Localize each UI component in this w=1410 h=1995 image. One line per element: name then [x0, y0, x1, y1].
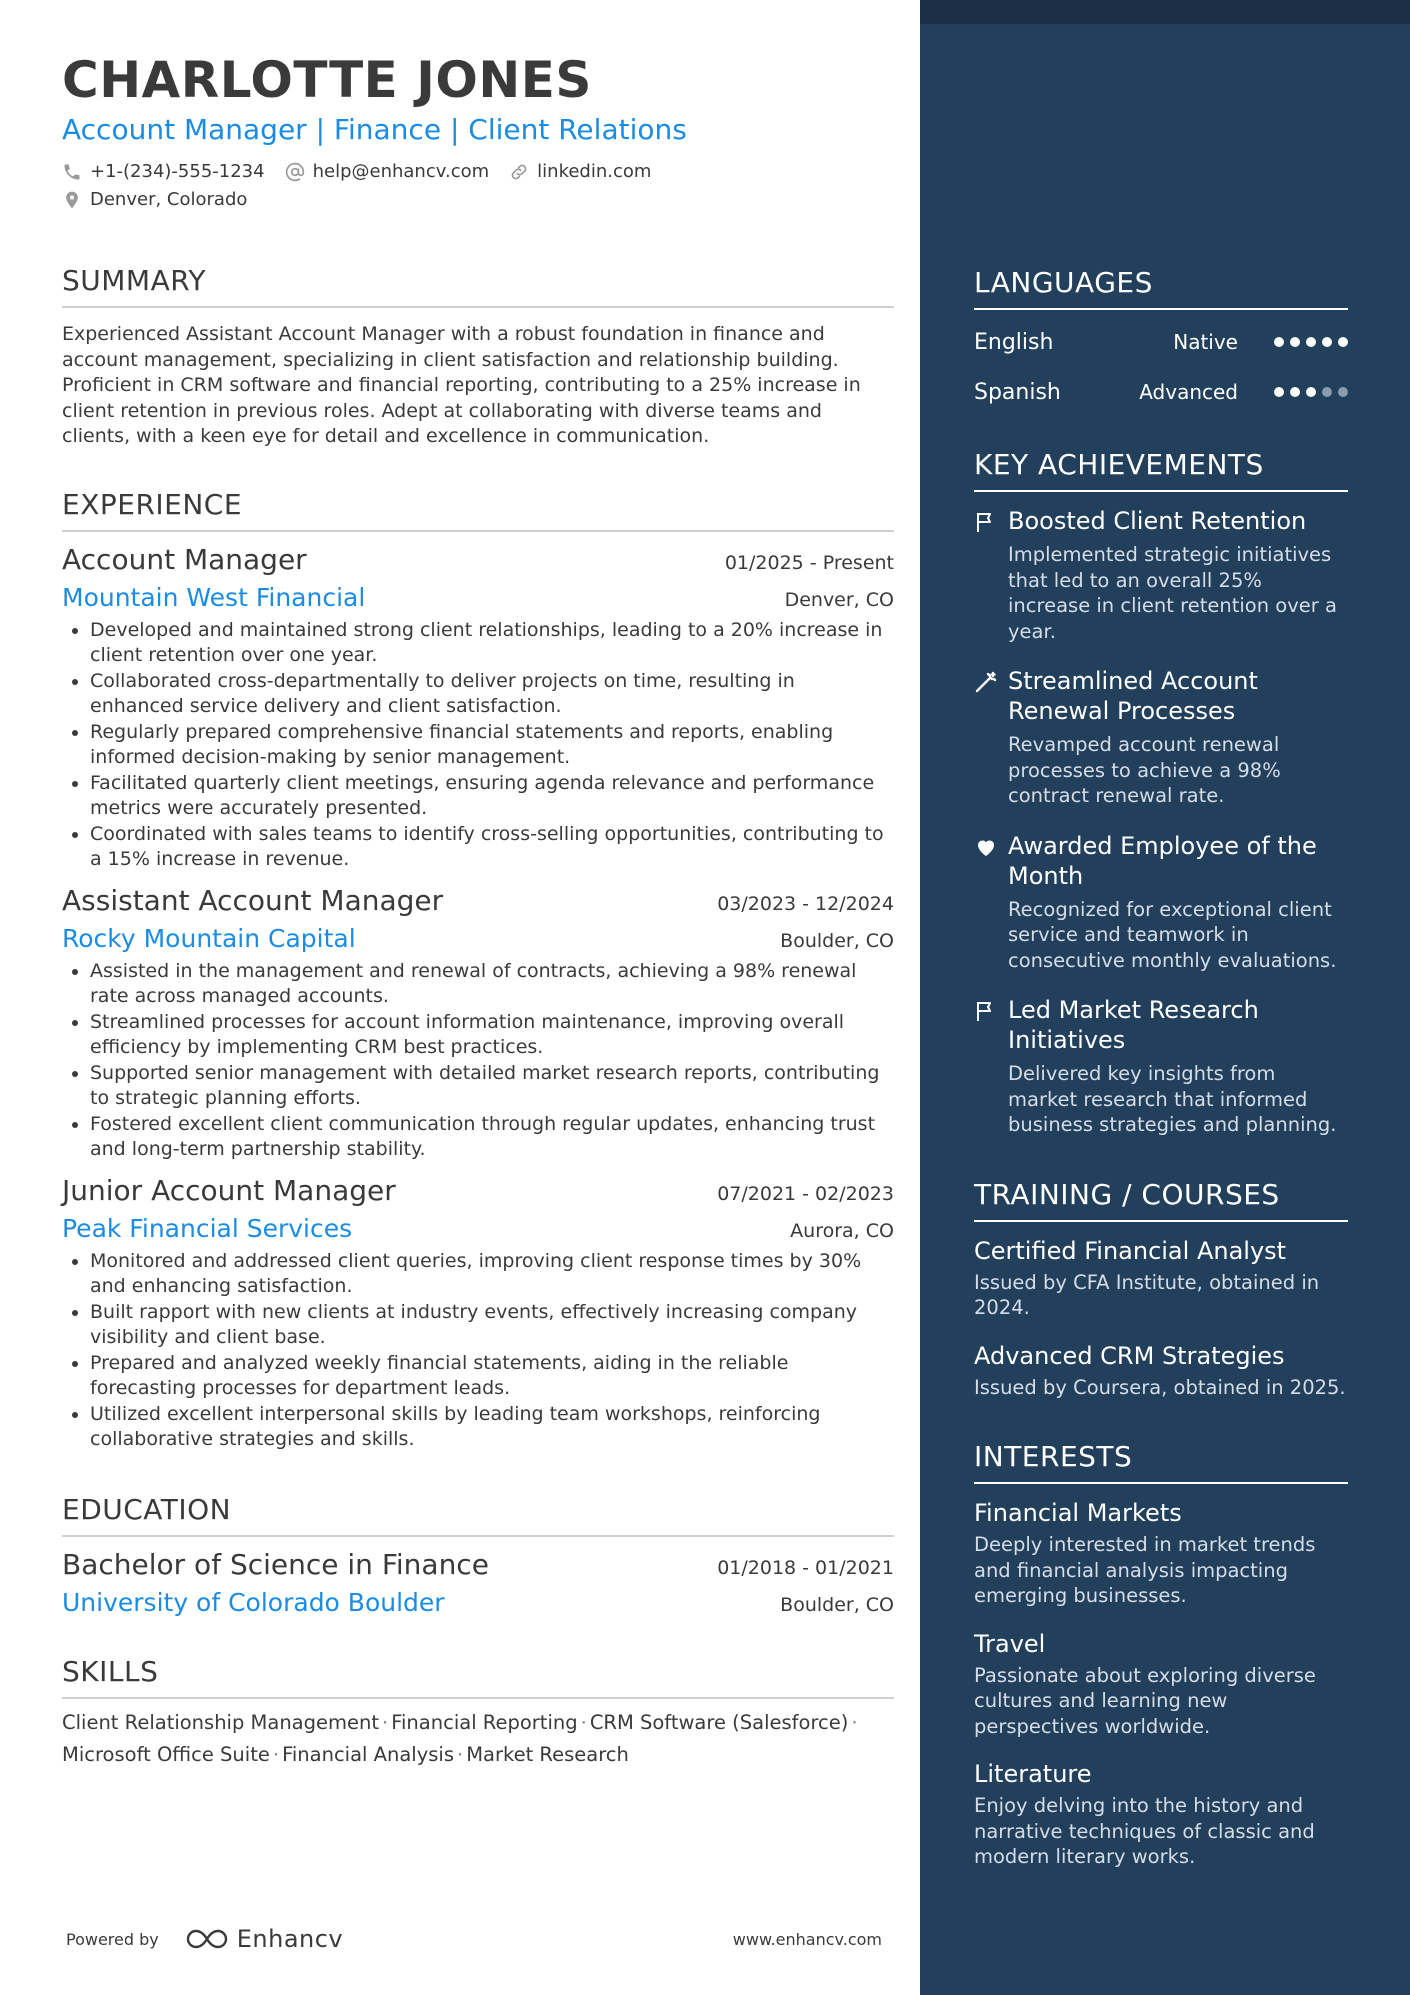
- linkedin-text: linkedin.com: [537, 161, 652, 182]
- job-date: 07/2021 - 02/2023: [717, 1182, 894, 1205]
- degree: Bachelor of Science in Finance: [62, 1547, 489, 1581]
- education-location: Boulder, CO: [780, 1593, 894, 1616]
- company-name: Mountain West Financial: [62, 582, 366, 612]
- education-date: 01/2018 - 01/2021: [717, 1556, 894, 1579]
- job-bullets: [62, 1249, 894, 1453]
- achievement-item: [974, 506, 1348, 644]
- job-bullet: • Built rapport with new clients at industry events, effectively increasing company visibility and client base.: [90, 1300, 894, 1351]
- flag-icon: [974, 999, 998, 1023]
- interest-title: Travel: [974, 1629, 1046, 1658]
- achievement-desc: Delivered key insights from market research that informed business strategies and planning.: [1008, 1062, 1337, 1136]
- rating-dot-filled: [1274, 387, 1284, 397]
- language-name: Spanish: [974, 379, 1061, 405]
- company-name: Rocky Mountain Capital: [62, 923, 356, 953]
- job-date: 03/2023 - 12/2024: [717, 892, 894, 915]
- achievements-section: [974, 448, 1348, 1138]
- section-title-interests: INTERESTS: [974, 1440, 1348, 1484]
- job-bullet: • Fostered excellent client communication through regular updates, enhancing trust and long-term partnership stability.: [90, 1112, 894, 1163]
- experience-section: [62, 488, 894, 1453]
- interest-item: [974, 1498, 1348, 1609]
- summary-text: Experienced Assistant Account Manager with a robust foundation in finance and account management, specializing in client satisfaction and relationship building. Proficient in CRM software and financial reporting, contributing to a 25% increase in client retention in previous roles. Adept at collaborating with diverse teams and clients, with a keen eye for detail and excellence in communication.: [62, 323, 861, 447]
- job-title: Assistant Account Manager: [62, 883, 444, 917]
- at-icon: [285, 162, 305, 182]
- interest-item: [974, 1759, 1348, 1870]
- interest-title: Financial Markets: [974, 1499, 1182, 1527]
- section-title-skills: SKILLS: [62, 1655, 894, 1699]
- job-bullet: • Developed and maintained strong client relationships, leading to a 20% increase in client retention over one year.: [90, 618, 894, 669]
- languages-section: [974, 266, 1348, 410]
- job-bullet: • Regularly prepared comprehensive financial statements and reports, enabling informed decision-making by senior management.: [90, 720, 894, 771]
- rating-dot-filled: [1290, 387, 1300, 397]
- job-location: Aurora, CO: [790, 1219, 894, 1242]
- job-entry: [62, 1173, 894, 1453]
- skill-item: Financial Analysis: [282, 1742, 454, 1766]
- achievement-item: [974, 666, 1348, 809]
- achievement-title: Streamlined Account Renewal Processes: [1008, 667, 1258, 725]
- brand-name: Enhancv: [236, 1925, 344, 1953]
- job-bullet: • Prepared and analyzed weekly financial statements, aiding in the reliable forecasting processes for department leads.: [90, 1351, 894, 1402]
- rating-dot-filled: [1274, 337, 1284, 347]
- course-item: [974, 1236, 1348, 1321]
- skill-separator: ·: [272, 1742, 280, 1766]
- job-bullet: • Streamlined processes for account information maintenance, improving overall efficiency by implementing CRM best practices.: [90, 1010, 894, 1061]
- skill-separator: ·: [851, 1710, 858, 1734]
- heart-icon: [974, 835, 998, 859]
- achievement-title: Boosted Client Retention: [1008, 507, 1307, 535]
- skill-item: Financial Reporting: [391, 1710, 578, 1734]
- section-title-achievements: KEY ACHIEVEMENTS: [974, 448, 1348, 492]
- job-bullet: • Monitored and addressed client queries, improving client response times by 30% and enhancing satisfaction.: [90, 1249, 894, 1300]
- skill-item: Microsoft Office Suite: [62, 1742, 270, 1766]
- interest-desc: Deeply interested in market trends and financial analysis impacting emerging businesses.: [974, 1533, 1316, 1607]
- language-row: [974, 324, 1348, 360]
- course-title: Certified Financial Analyst: [974, 1236, 1287, 1265]
- achievement-desc: Recognized for exceptional client service and teamwork in consecutive monthly evaluations.: [1008, 897, 1337, 972]
- job-title: Account Manager: [62, 542, 307, 576]
- job-bullet: • Facilitated quarterly client meetings, ensuring agenda relevance and performance metrics were accurately presented.: [90, 771, 894, 822]
- language-level: Advanced: [1139, 380, 1238, 404]
- summary-section: [62, 264, 894, 450]
- school-name: University of Colorado Boulder: [62, 1587, 445, 1617]
- footer-url[interactable]: www.enhancv.com: [732, 1929, 882, 1949]
- job-bullet: • Supported senior management with detailed market research reports, contributing to strategic planning efforts.: [90, 1061, 894, 1112]
- company-name: Peak Financial Services: [62, 1213, 353, 1243]
- contact-location: [62, 186, 247, 214]
- skill-item: CRM Software (Salesforce): [589, 1710, 849, 1734]
- achievement-desc: Implemented strategic initiatives that led to an overall 25% increase in client retention over a year.: [1008, 543, 1337, 643]
- rating-dot-filled: [1322, 337, 1332, 347]
- course-item: [974, 1341, 1348, 1401]
- job-date: 01/2025 - Present: [724, 551, 894, 574]
- language-name: English: [974, 329, 1054, 355]
- section-title-summary: SUMMARY: [62, 264, 894, 308]
- link-icon: [509, 162, 529, 182]
- magic-wand-icon: [974, 670, 998, 694]
- sidebar: [920, 0, 1410, 1995]
- education-section: [62, 1493, 894, 1619]
- job-bullet: • Coordinated with sales teams to identify cross-selling opportunities, contributing to a 15% increase in revenue.: [90, 822, 894, 873]
- language-row: [974, 374, 1348, 410]
- job-location: Boulder, CO: [780, 929, 894, 952]
- email-text: help@enhancv.com: [312, 161, 490, 182]
- job-bullet: • Assisted in the management and renewal of contracts, achieving a 98% renewal rate across managed accounts.: [90, 959, 894, 1010]
- training-section: [974, 1178, 1348, 1401]
- rating-dot-filled: [1306, 387, 1316, 397]
- sidebar-top-bar: [920, 0, 1410, 24]
- enhancv-logo-icon: [185, 1927, 231, 1951]
- language-rating: [1268, 387, 1348, 397]
- skill-separator: ·: [457, 1742, 464, 1766]
- course-desc: Issued by Coursera, obtained in 2025.: [974, 1375, 1346, 1399]
- course-title: Advanced CRM Strategies: [974, 1341, 1285, 1370]
- achievement-title: Awarded Employee of the Month: [1008, 831, 1317, 890]
- achievement-title: Led Market Research Initiatives: [1008, 996, 1259, 1054]
- job-location: Denver, CO: [784, 588, 894, 611]
- rating-dot-filled: [1338, 337, 1348, 347]
- phone-text: +1-(234)-555-1234: [90, 161, 265, 182]
- section-title-experience: EXPERIENCE: [62, 488, 894, 532]
- contact-info: [62, 158, 894, 214]
- resume-headline: Account Manager | Finance | Client Relations: [62, 113, 687, 146]
- resume-name: CHARLOTTE JONES: [62, 51, 592, 109]
- achievement-item: [974, 831, 1348, 974]
- job-entry: [62, 542, 894, 873]
- rating-dot-empty: [1338, 387, 1348, 397]
- footer: [66, 1925, 882, 1953]
- skill-item: Client Relationship Management: [62, 1710, 380, 1734]
- location-text: Denver, Colorado: [90, 189, 248, 210]
- interest-item: [974, 1629, 1348, 1740]
- job-bullet: • Collaborated cross-departmentally to deliver projects on time, resulting in enhanced service delivery and client satisfaction.: [90, 669, 894, 720]
- location-pin-icon: [62, 190, 82, 210]
- skill-item: Market Research: [466, 1742, 629, 1766]
- language-level: Native: [1173, 330, 1238, 354]
- achievement-item: [974, 995, 1348, 1138]
- contact-phone[interactable]: [62, 158, 265, 186]
- interest-desc: Passionate about exploring diverse cultures and learning new perspectives worldwide.: [974, 1663, 1316, 1738]
- achievement-desc: Revamped account renewal processes to achieve a 98% contract renewal rate.: [1008, 733, 1281, 807]
- powered-by: [66, 1925, 343, 1953]
- rating-dot-empty: [1322, 387, 1332, 397]
- skill-separator: ·: [382, 1710, 389, 1734]
- flag-icon: [974, 510, 998, 534]
- job-entry: [62, 883, 894, 1163]
- skill-separator: ·: [580, 1710, 587, 1734]
- phone-icon: [62, 162, 82, 182]
- job-bullet: • Utilized excellent interpersonal skills by leading team workshops, reinforcing collaborative strategies and skills.: [90, 1402, 894, 1453]
- powered-by-label: Powered by: [66, 1929, 159, 1949]
- job-title: Junior Account Manager: [62, 1173, 396, 1207]
- language-rating: [1268, 337, 1348, 347]
- rating-dot-filled: [1290, 337, 1300, 347]
- section-title-training: TRAINING / COURSES: [974, 1178, 1348, 1222]
- contact-linkedin[interactable]: [509, 158, 651, 186]
- section-title-languages: LANGUAGES: [974, 266, 1348, 310]
- course-desc: Issued by CFA Institute, obtained in 2024.: [974, 1270, 1320, 1319]
- contact-email[interactable]: [285, 158, 490, 186]
- interest-desc: Enjoy delving into the history and narrative techniques of classic and modern literary works.: [974, 1794, 1315, 1868]
- rating-dot-filled: [1306, 337, 1316, 347]
- skills-list: [62, 1707, 894, 1771]
- interests-section: [974, 1440, 1348, 1870]
- interest-title: Literature: [974, 1760, 1092, 1788]
- skills-section: [62, 1655, 894, 1771]
- job-bullets: [62, 959, 894, 1163]
- section-title-education: EDUCATION: [62, 1493, 894, 1537]
- job-bullets: [62, 618, 894, 873]
